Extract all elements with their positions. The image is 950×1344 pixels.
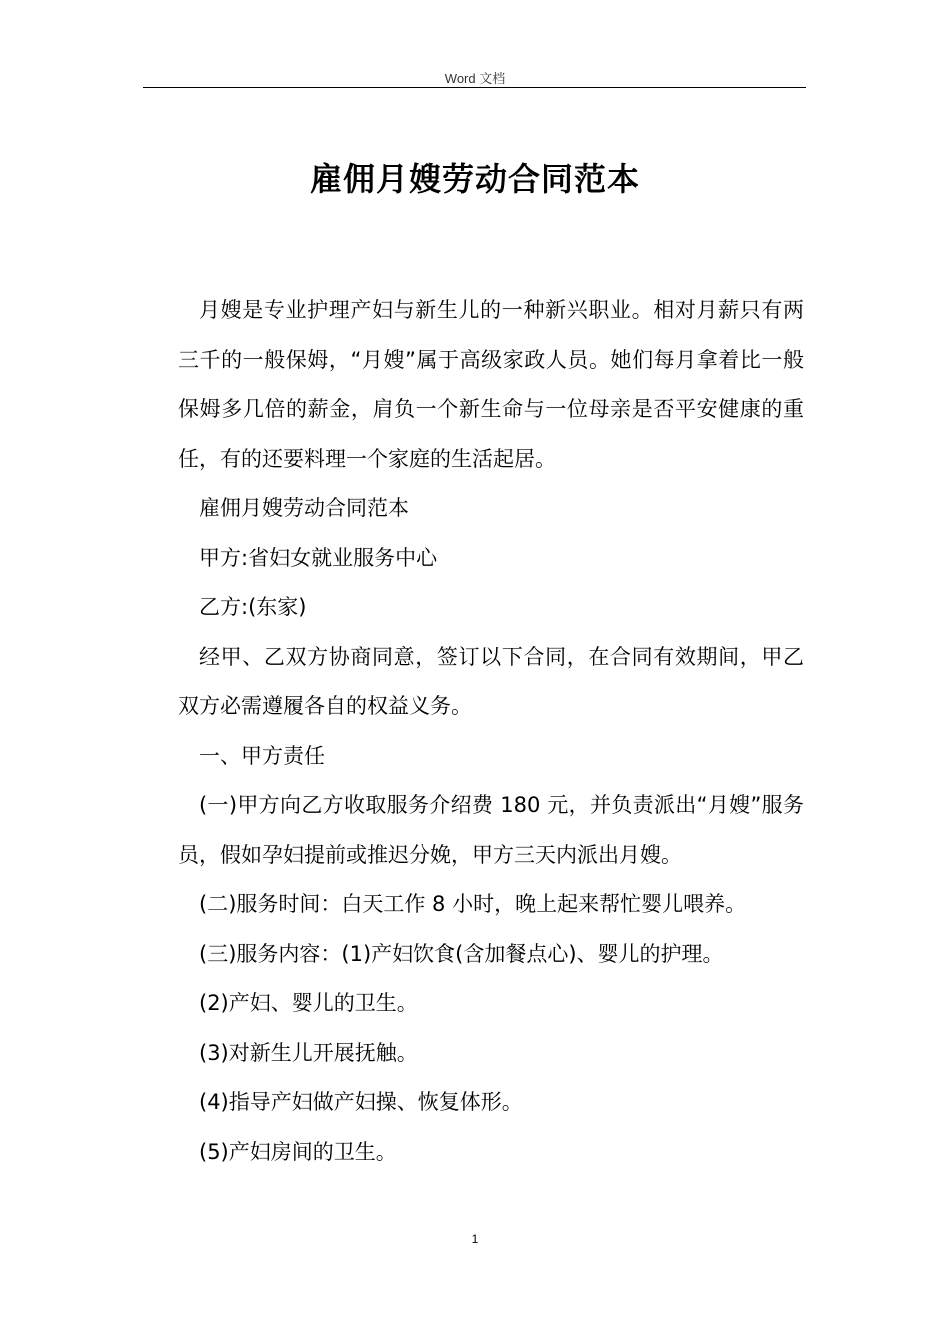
document-body xyxy=(178,286,804,1177)
header-label: Word 文档 xyxy=(444,71,506,86)
paragraph-section-heading: 一、甲方责任 xyxy=(199,743,325,768)
document-title: 雇佣月嫂劳动合同范本 xyxy=(309,160,640,198)
page-number: 1 xyxy=(471,1232,479,1246)
paragraph-clause-2: (二)服务时间：白天工作 8 小时，晚上起来帮忙婴儿喂养。 xyxy=(199,892,747,916)
paragraph-item-4: (4)指导产妇做产妇操、恢复体形。 xyxy=(199,1090,523,1114)
header-divider xyxy=(143,87,806,88)
paragraph-item-3: (3)对新生儿开展抚触。 xyxy=(199,1040,418,1065)
paragraph-item-5: (5)产妇房间的卫生。 xyxy=(199,1139,397,1164)
paragraph-party-b: 乙方:(东家) xyxy=(199,595,307,619)
paragraph-clause-1: (一)甲方向乙方收取服务介绍费 180 元，并负责派出“月嫂”服务员，假如孕妇提前或推迟分娩，甲方三天内派出月嫂。 xyxy=(178,793,804,867)
paragraph-subtitle: 雇佣月嫂劳动合同范本 xyxy=(199,496,409,520)
paragraph-agreement: 经甲、乙双方协商同意，签订以下合同，在合同有效期间，甲乙双方必需遵履各自的权益义务。 xyxy=(178,644,804,718)
paragraph-clause-3: (三)服务内容：(1)产妇饮食(含加餐点心)、婴儿的护理。 xyxy=(199,941,724,966)
paragraph-item-2: (2)产妇、婴儿的卫生。 xyxy=(199,991,418,1015)
paragraph-party-a: 甲方:省妇女就业服务中心 xyxy=(199,545,438,570)
paragraph-intro: 月嫂是专业护理产妇与新生儿的一种新兴职业。相对月薪只有两三千的一般保姆，“月嫂”属于高级家政人员。她们每月拿着比一般保姆多几倍的薪金，肩负一个新生命与一位母亲是否平安健康的重任，有的还要料理一个家庭的生活起居。 xyxy=(178,298,804,471)
